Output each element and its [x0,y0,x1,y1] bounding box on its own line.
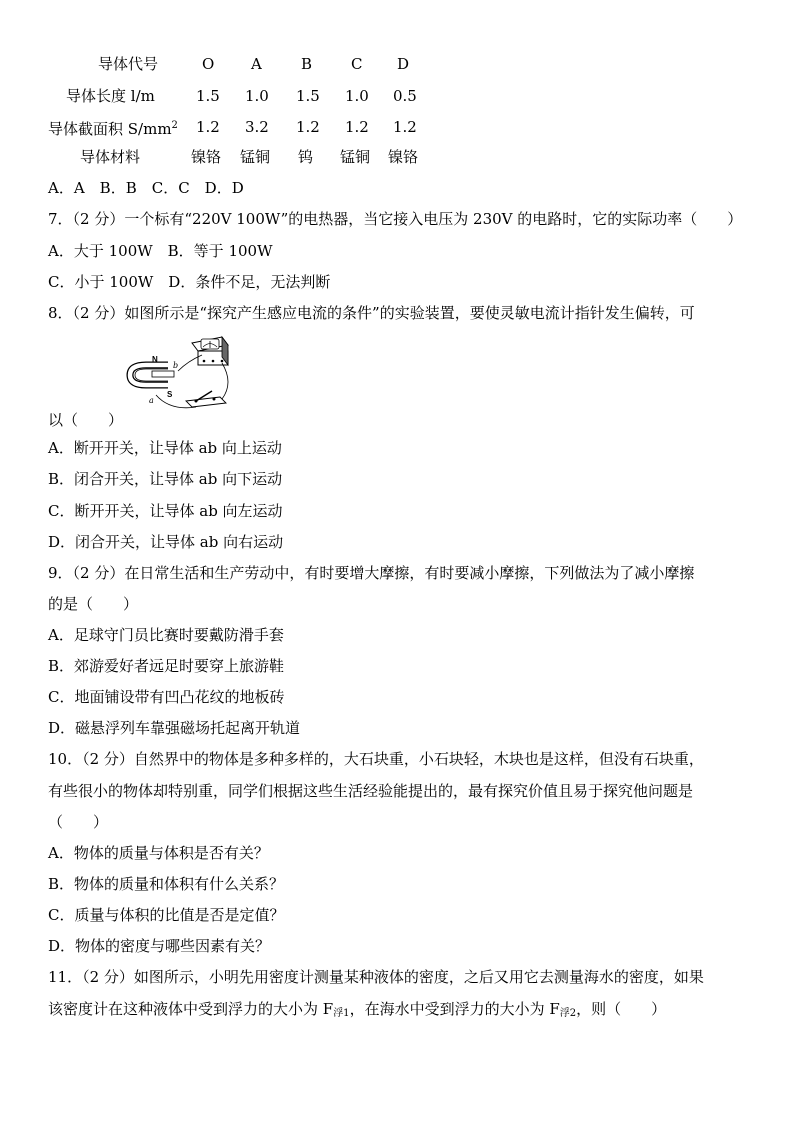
magnet-s-label: S [167,390,173,399]
material-D: 镍铬 [388,148,419,166]
row-header-material: 导体材料 [80,148,141,166]
col-O: O [202,55,215,73]
area-B: 1.2 [296,118,320,136]
area-O: 1.2 [196,118,220,136]
length-B: 1.5 [296,87,320,105]
q10-stem-cont: 有些很小的物体却特别重，同学们根据这些生活经验能提出的，最有探究价值且易于探究他问题是 [48,782,694,800]
q11-stem: 11．（2 分）如图所示，小明先用密度计测量某种液体的密度，之后又用它去测量海水的密度，如果 [48,968,704,986]
length-O: 1.5 [196,87,220,105]
q9-stem-cont: 的是（ ） [48,595,139,613]
q8-stem-cont: 以（ ） [48,411,124,429]
q8-option-b: B．闭合开关，让导体 ab 向下运动 [48,470,283,488]
material-C: 锰铜 [340,148,371,166]
q7-stem: 7．（2 分）一个标有“220V 100W”的电热器，当它接入电压为 230V 的电路时，它的实际功率（ ） [48,210,743,228]
col-D: D [397,55,410,73]
row-header-area: 导体截面积 $S/mm^2$ [48,120,178,138]
horseshoe-magnet-icon [130,365,174,385]
q8-option-d: D．闭合开关，让导体 ab 向右运动 [48,533,284,551]
q6-options: A．A B．B C．C D．D [48,179,244,197]
length-D: 0.5 [393,87,417,105]
q11-stem-cont: 该密度计在这种液体中受到浮力的大小为 $F_{浮1}$，在海水中受到浮力的大小为 $F_{浮2}$，则（ ） [48,1000,667,1019]
q8-option-c: C．断开开关，让导体 ab 向左运动 [48,502,283,520]
magnet-n-label: N [152,355,158,364]
q9-option-a: A．足球守门员比赛时要戴防滑手套 [48,626,284,644]
galvanometer-icon [192,337,228,365]
q10-stem-cont2: （ ） [48,813,109,831]
q10-option-c: C．质量与体积的比值是否是定值？ [48,906,285,924]
q9-option-c: C．地面铺设带有凹凸花纹的地板砖 [48,688,285,706]
conductor-a-label: a [149,396,154,405]
q10-option-d: D．物体的密度与哪些因素有关？ [48,937,271,955]
q10-option-a: A．物体的质量与体积是否有关？ [48,844,269,862]
q9-stem: 9．（2 分）在日常生活和生产劳动中，有时要增大摩擦，有时要减小摩擦，下列做法为了减小摩擦 [48,564,695,582]
q10-option-b: B．物体的质量和体积有什么关系？ [48,875,285,893]
row-header-code: 导体代号 [98,55,159,73]
col-B: B [301,55,313,73]
area-A: 3.2 [245,118,269,136]
induction-apparatus-figure [126,335,238,417]
q7-options-ab: A．大于 100W B．等于 100W [48,242,273,260]
q10-stem: 10．（2 分）自然界中的物体是多种多样的，大石块重，小石块轻，木块也是这样，但没有石块重， [48,750,704,768]
material-A: 锰铜 [240,148,271,166]
q8-stem: 8．（2 分）如图所示是“探究产生感应电流的条件”的实验装置，要使灵敏电流计指针发生偏转，可 [48,304,695,322]
length-A: 1.0 [245,87,269,105]
area-D: 1.2 [393,118,417,136]
row-header-length: 导体长度 l/m [66,87,155,105]
length-C: 1.0 [345,87,369,105]
switch-icon [186,391,226,407]
col-A: A [251,55,262,73]
q8-option-a: A．断开开关，让导体 ab 向上运动 [48,439,282,457]
col-C: C [351,55,363,73]
q9-option-d: D．磁悬浮列车靠强磁场托起离开轨道 [48,719,301,737]
q7-options-cd: C．小于 100W D．条件不足，无法判断 [48,273,331,291]
q9-option-b: B．郊游爱好者远足时要穿上旅游鞋 [48,657,285,675]
area-C: 1.2 [345,118,369,136]
material-O: 镍铬 [191,148,222,166]
conductor-b-label: b [173,361,179,370]
material-B: 钨 [298,148,314,166]
